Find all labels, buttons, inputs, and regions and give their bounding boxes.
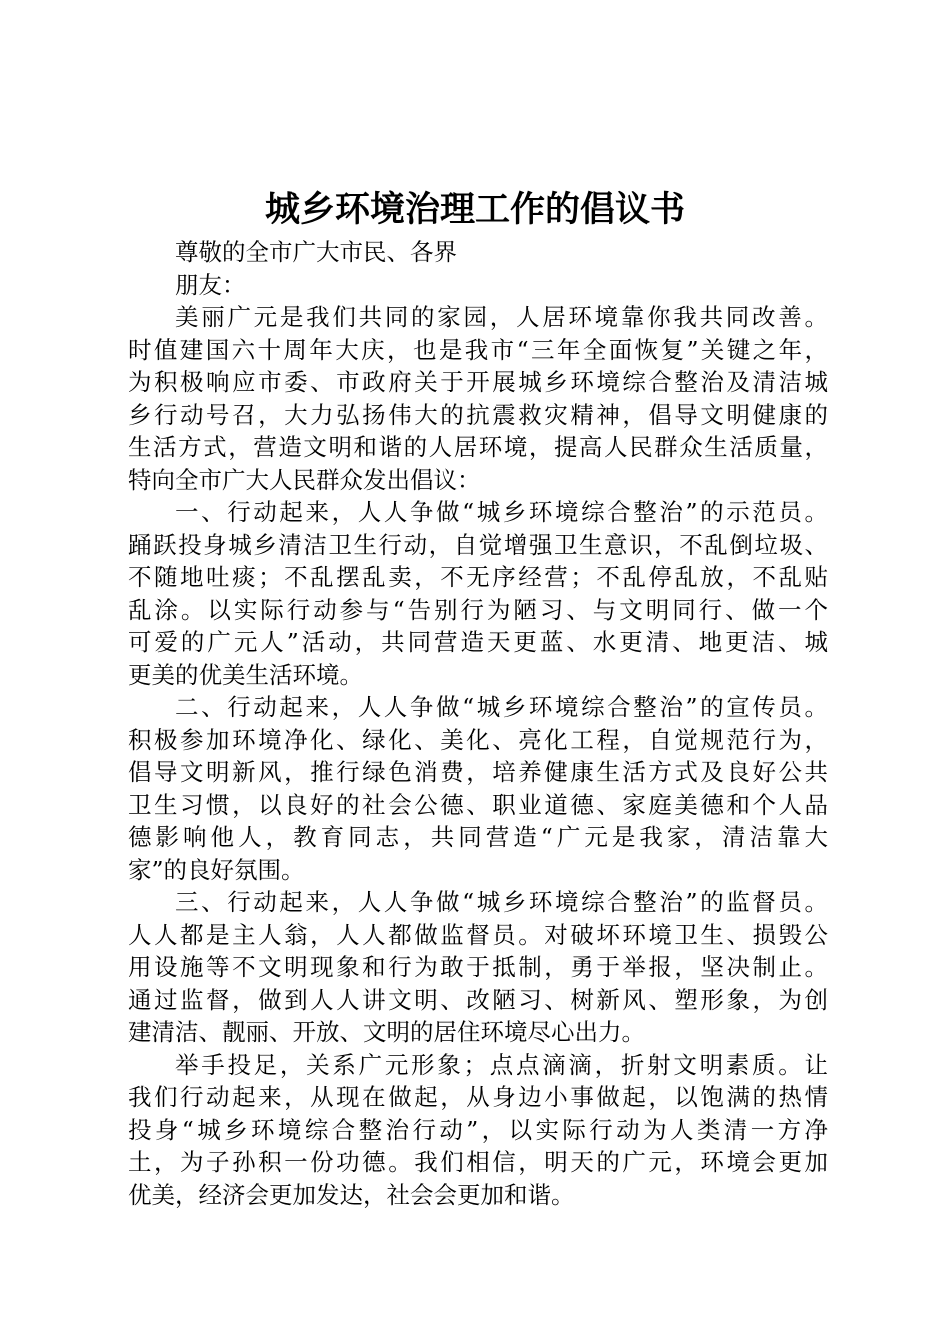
paragraph-1 (128, 301, 828, 496)
paragraph-line: 二、行动起来，人人争做“城乡环境综合整治”的宣传员。 (175, 693, 828, 721)
salutation-line: 朋友： (175, 270, 246, 299)
document-body (128, 236, 828, 1211)
paragraph-line: 卫生习惯，以良好的社会公德、职业道德、家庭美德和个人品 (128, 790, 828, 819)
paragraph-line: 特向全市广大人民群众发出倡议： (128, 465, 481, 494)
paragraph-line: 建清洁、靓丽、开放、文明的居住环境尽心出力。 (128, 1018, 645, 1046)
paragraph-line: 时值建国六十周年大庆，也是我市“三年全面恢复”关键之年， (128, 335, 828, 364)
paragraph-line: 更美的优美生活环境。 (128, 660, 363, 689)
paragraph-line: 三、行动起来，人人争做“城乡环境综合整治”的监督员。 (175, 888, 828, 916)
paragraph-line: 积极参加环境净化、绿化、美化、亮化工程，自觉规范行为， (128, 725, 828, 754)
paragraph-line: 可爱的广元人”活动，共同营造天更蓝、水更清、地更洁、城 (128, 628, 828, 656)
paragraph-line: 倡导文明新风，推行绿色消费，培养健康生活方式及良好公共 (128, 758, 828, 786)
paragraph-line: 用设施等不文明现象和行为敢于抵制，勇于举报，坚决制止。 (128, 953, 828, 981)
paragraph-3 (128, 691, 828, 886)
paragraph-line: 踊跃投身城乡清洁卫生行动，自觉增强卫生意识，不乱倒垃圾、 (128, 530, 828, 559)
paragraph-line: 土，为子孙积一份功德。我们相信，明天的广元，环境会更加 (128, 1148, 828, 1176)
paragraph-5 (128, 1049, 828, 1212)
paragraph-line: 乡行动号召，大力弘扬伟大的抗震救灾精神，倡导文明健康的 (128, 400, 828, 429)
paragraph-line: 生活方式，营造文明和谐的人居环境，提高人民群众生活质量， (128, 433, 828, 461)
paragraph-4 (128, 886, 828, 1049)
paragraph-line: 一、行动起来，人人争做“城乡环境综合整治”的示范员。 (175, 498, 828, 526)
paragraph-line: 人人都是主人翁，人人都做监督员。对破坏环境卫生、损毁公 (128, 920, 828, 949)
paragraph-line: 家”的良好氛围。 (128, 855, 305, 884)
paragraph-line: 通过监督，做到人人讲文明、改陋习、树新风、塑形象，为创 (128, 985, 828, 1014)
paragraph-line: 美丽广元是我们共同的家园，人居环境靠你我共同改善。 (175, 303, 828, 331)
paragraph-line: 乱涂。以实际行动参与“告别行为陋习、与文明同行、做一个 (128, 595, 828, 624)
paragraph-line: 德影响他人，教育同志，共同营造“广元是我家，清洁靠大 (128, 823, 828, 851)
paragraph-line: 不随地吐痰；不乱摆乱卖，不无序经营；不乱停乱放，不乱贴 (128, 563, 828, 591)
paragraph-line: 举手投足，关系广元形象；点点滴滴，折射文明素质。让 (175, 1050, 828, 1079)
paragraph-line: 我们行动起来，从现在做起，从身边小事做起，以饱满的热情 (128, 1083, 828, 1111)
paragraph-line: 为积极响应市委、市政府关于开展城乡环境综合整治及清洁城 (128, 368, 828, 396)
paragraph-2 (128, 496, 828, 691)
document-title: 城乡环境治理工作的倡议书 (264, 189, 685, 230)
salutation-line: 尊敬的全市广大市民、各界 (175, 238, 457, 266)
paragraph-line: 投身“城乡环境综合整治行动”，以实际行动为人类清一方净 (128, 1115, 828, 1144)
paragraph-line: 优美，经济会更加发达，社会会更加和谐。 (128, 1180, 575, 1209)
